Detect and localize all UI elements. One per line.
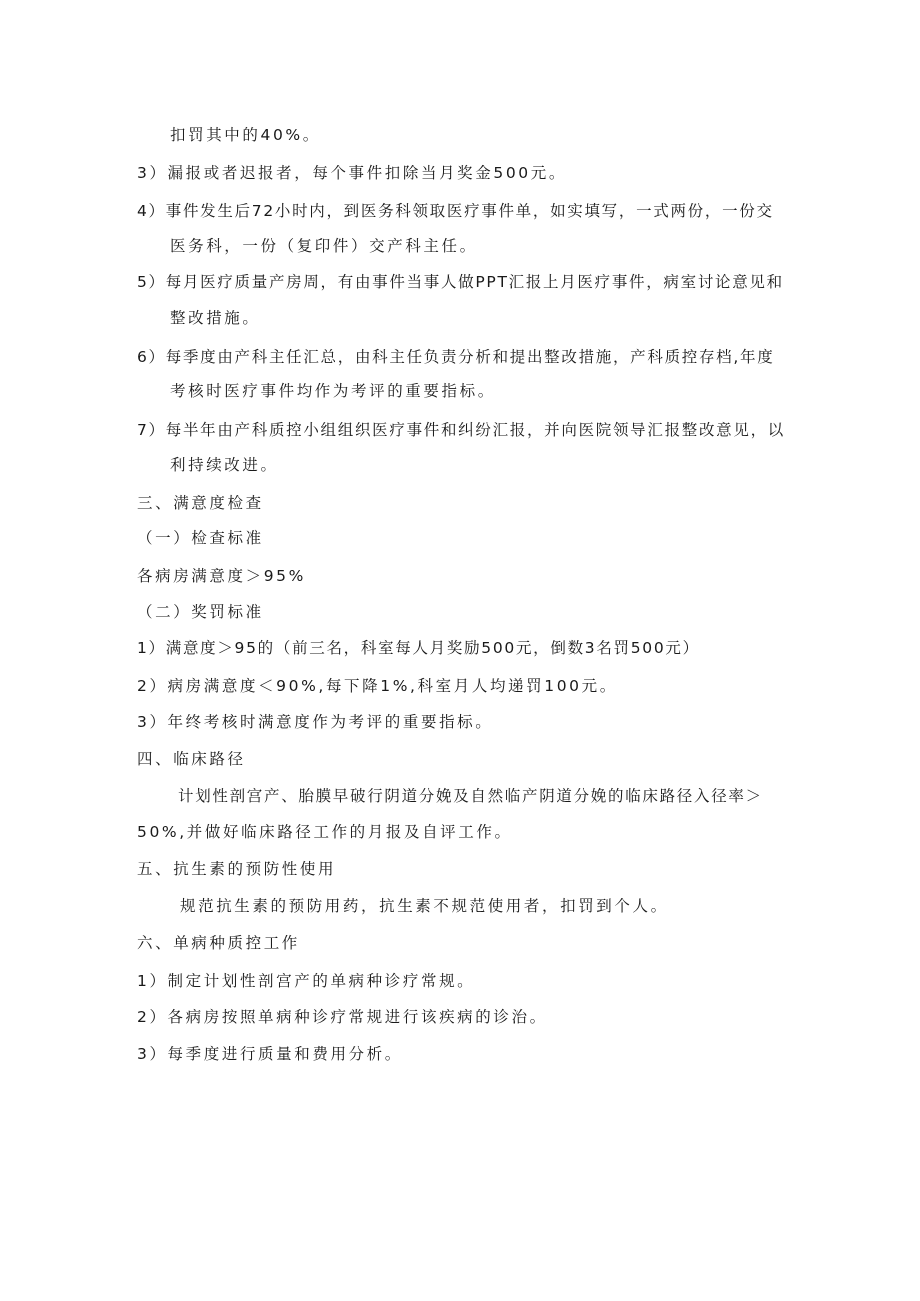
section-heading-4: 四、临床路径	[137, 750, 246, 768]
clinical-path-continuation: 50%,并做好临床路径工作的月报及自评工作。	[137, 823, 513, 841]
list-item-7: 7）每半年由产科质控小组组织医疗事件和纠纷汇报，并向医院领导汇报整改意见，以	[137, 421, 785, 439]
list-item-6-continuation: 考核时医疗事件均作为考评的重要指标。	[170, 382, 496, 400]
standard-text: 各病房满意度＞95%	[137, 567, 306, 585]
reward-item-2: 2）病房满意度＜90%,每下降1%,科室月人均递罚100元。	[137, 677, 618, 695]
quality-item-1: 1）制定计划性剖宫产的单病种诊疗常规。	[137, 972, 476, 990]
subsection-heading-standards: （一）检查标准	[137, 529, 264, 547]
subsection-heading-rewards: （二）奖罚标准	[137, 603, 264, 621]
reward-item-1: 1）满意度＞95的（前三名，科室每人月奖励500元，倒数3名罚500元）	[137, 639, 700, 657]
quality-item-3: 3）每季度进行质量和费用分析。	[137, 1045, 403, 1063]
list-item-4-continuation: 医务科，一份（复印件）交产科主任。	[170, 237, 478, 255]
list-item-4: 4）事件发生后72小时内，到医务科领取医疗事件单，如实填写，一式两份，一份交	[137, 202, 774, 220]
section-heading-5: 五、抗生素的预防性使用	[137, 860, 337, 878]
section-heading-6: 六、单病种质控工作	[137, 934, 300, 952]
reward-item-3: 3）年终考核时满意度作为考评的重要指标。	[137, 713, 494, 731]
quality-item-2: 2）各病房按照单病种诊疗常规进行该疾病的诊治。	[137, 1008, 548, 1026]
list-item-7-continuation: 利持续改进。	[170, 456, 279, 474]
antibiotic-paragraph: 规范抗生素的预防用药，抗生素不规范使用者，扣罚到个人。	[180, 897, 669, 915]
section-heading-3: 三、满意度检查	[137, 494, 264, 512]
list-item-5: 5）每月医疗质量产房周，有由事件当事人做PPT汇报上月医疗事件，病室讨论意见和	[137, 273, 784, 291]
list-item-6: 6）每季度由产科主任汇总，由科主任负责分析和提出整改措施，产科质控存档,年度	[137, 348, 775, 366]
clinical-path-paragraph: 计划性剖宫产、胎膜早破行阴道分娩及自然临产阴道分娩的临床路径入径率＞	[178, 787, 763, 805]
text-line-continuation: 扣罚其中的40%。	[170, 126, 321, 144]
list-item-3: 3）漏报或者迟报者，每个事件扣除当月奖金500元。	[137, 164, 567, 182]
list-item-5-continuation: 整改措施。	[170, 309, 261, 327]
